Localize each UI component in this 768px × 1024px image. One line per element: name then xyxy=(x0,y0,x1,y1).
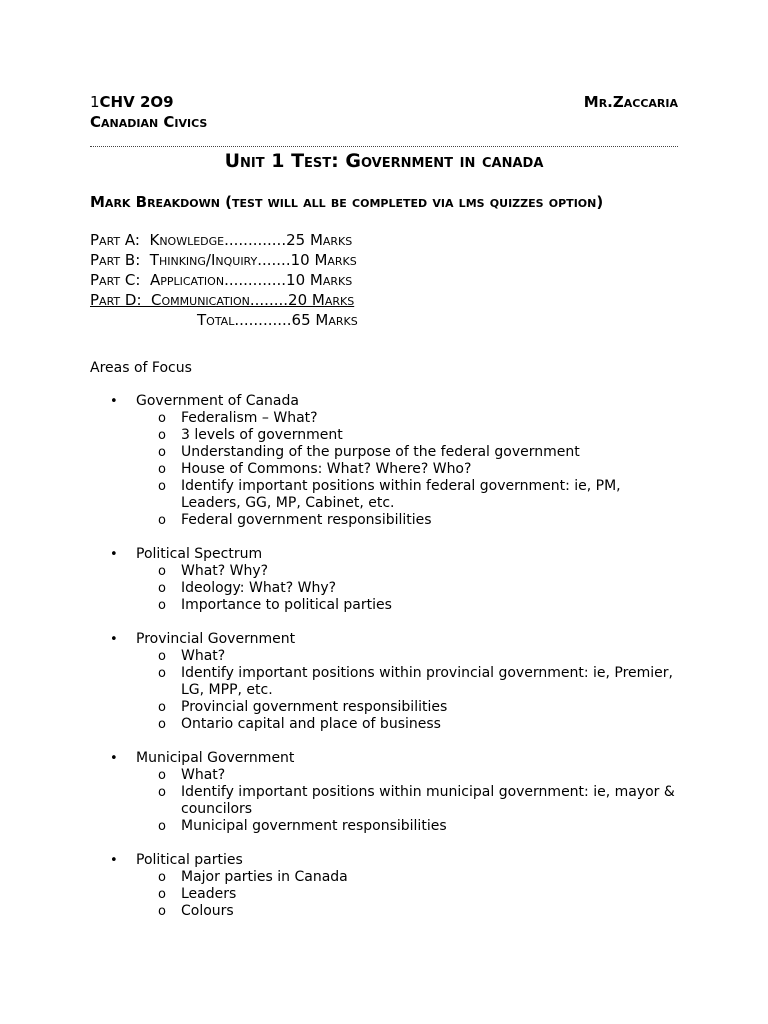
list-item: o Major parties in Canada xyxy=(158,869,348,885)
circle-bullet-icon: o xyxy=(158,598,166,613)
course-code-text: CHV 2O9 xyxy=(99,93,174,111)
focus-section xyxy=(0,750,768,835)
list-item: o Ideology: What? Why? xyxy=(158,580,337,596)
list-item: o Provincial government responsibilities xyxy=(158,699,448,715)
circle-bullet-icon: o xyxy=(158,649,166,664)
bullet-icon: • xyxy=(110,632,118,647)
mark-total: Total............65 Marks xyxy=(197,311,358,329)
section-title: • Municipal Government xyxy=(110,750,295,766)
list-item: o What? Why? xyxy=(158,563,269,579)
list-item: o 3 levels of government xyxy=(158,427,343,443)
circle-bullet-icon: o xyxy=(158,717,166,732)
circle-bullet-icon: o xyxy=(158,887,166,902)
circle-bullet-icon: o xyxy=(158,870,166,885)
list-item: o Importance to political parties xyxy=(158,597,392,613)
mark-part-b: Part B: Thinking/Inquiry.......10 Marks xyxy=(90,251,357,269)
header-divider xyxy=(90,146,678,147)
circle-bullet-icon: o xyxy=(158,445,166,460)
list-item: o Understanding of the purpose of the federal government xyxy=(158,444,580,460)
mark-breakdown-heading: Mark Breakdown (test will all be completed via lms quizzes option) xyxy=(90,193,604,211)
circle-bullet-icon: o xyxy=(158,428,166,443)
list-item: o Identify important positions within provincial government: ie, Premier, LG, MPP, etc. xyxy=(158,665,674,698)
mark-part-d: Part D: Communication........20 Marks xyxy=(90,291,355,309)
circle-bullet-icon: o xyxy=(158,581,166,596)
circle-bullet-icon: o xyxy=(158,904,166,919)
circle-bullet-icon: o xyxy=(158,785,166,800)
course-subtitle: Canadian Civics xyxy=(90,113,208,131)
circle-bullet-icon: o xyxy=(158,666,166,681)
circle-bullet-icon: o xyxy=(158,513,166,528)
mark-part-c: Part C: Application.............10 Marks xyxy=(90,271,353,289)
list-item: o What? xyxy=(158,648,226,664)
circle-bullet-icon: o xyxy=(158,700,166,715)
mark-part-a: Part A: Knowledge.............25 Marks xyxy=(90,231,353,249)
course-code xyxy=(90,92,174,112)
circle-bullet-icon: o xyxy=(158,411,166,426)
course-code-lead: 1 xyxy=(90,93,100,111)
list-item: o Leaders xyxy=(158,886,237,902)
list-item: o House of Commons: What? Where? Who? xyxy=(158,461,472,477)
section-title: • Political Spectrum xyxy=(110,546,263,562)
bullet-icon: • xyxy=(110,853,118,868)
list-item: o Identify important positions within federal government: ie, PM, Leaders, GG, MP, Cabinet, etc. xyxy=(158,478,621,511)
focus-section xyxy=(0,631,768,733)
section-title: • Government of Canada xyxy=(110,393,299,409)
section-title: • Political parties xyxy=(110,852,243,868)
section-title: • Provincial Government xyxy=(110,631,296,647)
circle-bullet-icon: o xyxy=(158,768,166,783)
focus-section xyxy=(0,393,768,529)
focus-section xyxy=(0,546,768,614)
focus-list xyxy=(0,393,768,937)
list-item: o Colours xyxy=(158,903,234,919)
page-title: Unit 1 Test: Government in canada xyxy=(224,150,544,172)
list-item: o Ontario capital and place of business xyxy=(158,716,441,732)
list-item: o Federal government responsibilities xyxy=(158,512,432,528)
list-item: o Federalism – What? xyxy=(158,410,318,426)
circle-bullet-icon: o xyxy=(158,819,166,834)
list-item: o What? xyxy=(158,767,226,783)
circle-bullet-icon: o xyxy=(158,564,166,579)
focus-section xyxy=(0,852,768,920)
areas-of-focus-heading: Areas of Focus xyxy=(90,360,192,376)
list-item: o Identify important positions within municipal government: ie, mayor & councilors xyxy=(158,784,675,817)
teacher-name: Mr.Zaccaria xyxy=(583,93,678,111)
circle-bullet-icon: o xyxy=(158,462,166,477)
bullet-icon: • xyxy=(110,751,118,766)
bullet-icon: • xyxy=(110,394,118,409)
bullet-icon: • xyxy=(110,547,118,562)
list-item: o Municipal government responsibilities xyxy=(158,818,447,834)
circle-bullet-icon: o xyxy=(158,479,166,494)
